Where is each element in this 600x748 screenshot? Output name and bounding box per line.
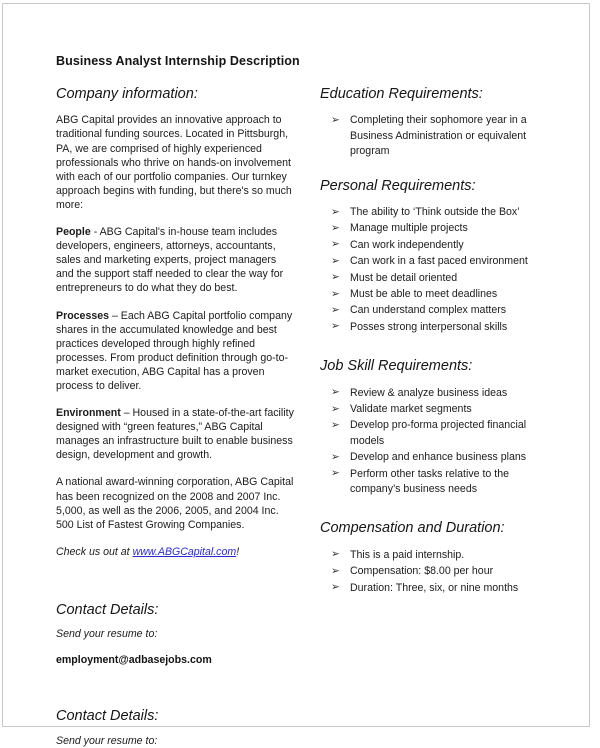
section-heading-compensation-and-duration: Compensation and Duration:: [320, 520, 505, 537]
arrow-bullet-icon: ➢: [331, 386, 340, 399]
list-item: [320, 418, 555, 449]
list-item: [320, 320, 555, 335]
list-item: [320, 303, 555, 318]
list-item: [320, 450, 555, 465]
spacer: [56, 572, 296, 602]
list-item: [320, 467, 555, 498]
spacer: [56, 696, 296, 708]
list-item: [320, 205, 555, 220]
paragraph-check-us-out: [56, 545, 296, 559]
arrow-bullet-icon: ➢: [331, 271, 340, 284]
list-item-label: Must be able to meet deadlines: [350, 288, 498, 301]
spacer: [320, 336, 555, 358]
list-item-label: Can work in a fast paced environment: [350, 255, 528, 268]
paragraph-people-label: People: [56, 226, 91, 239]
paragraph-processes-label: Processes: [56, 309, 110, 322]
list-item: [320, 238, 555, 253]
spacer: [320, 161, 555, 178]
arrow-bullet-icon: ➢: [331, 418, 340, 431]
list-item-label: Can work independently: [350, 238, 464, 251]
list-item: [320, 271, 555, 286]
list-item-label: Develop and enhance business plans: [350, 451, 527, 464]
send-resume-text-2: Send your resume to:: [56, 734, 158, 747]
arrow-bullet-icon: ➢: [331, 221, 340, 234]
list-item: [320, 113, 555, 159]
paragraph-people-text: - ABG Capital's in-house team includes developers, engineers, attorneys, accountants, sales and marketing experts, project managers and the support staff needed to clear the way for entrepreneurs to do what they do best.: [56, 226, 284, 295]
section-heading-education-requirements: Education Requirements:: [320, 86, 483, 102]
spacer: [320, 498, 555, 520]
list-item-label: Completing their sophomore year in a Business Administration or equivalent program: [350, 114, 527, 158]
check-us-out-suffix: !: [236, 545, 240, 558]
list-item: [320, 287, 555, 302]
arrow-bullet-icon: ➢: [331, 564, 340, 577]
arrow-bullet-icon: ➢: [331, 238, 340, 251]
page-title: Business Analyst Internship Description: [56, 54, 300, 68]
list-item-label: Validate market segments: [350, 403, 472, 416]
list-item-label: Review & analyze business ideas: [350, 386, 508, 399]
list-item: [320, 564, 555, 579]
list-item-label: Perform other tasks relative to the company’s business needs: [350, 467, 509, 496]
list-item-label: Develop pro-forma projected financial models: [350, 419, 527, 447]
list-item-label: The ability to ‘Think outside the Box’: [350, 206, 520, 218]
list-item: [320, 548, 555, 563]
paragraph-processes: [56, 309, 296, 394]
section-heading-contact-details-2: Contact Details:: [56, 708, 159, 725]
left-column: [56, 86, 296, 748]
arrow-bullet-icon: ➢: [331, 113, 340, 126]
send-resume-text-1: Send your resume to:: [56, 628, 158, 641]
list-item-label: Compensation: $8.00 per hour: [350, 565, 494, 578]
arrow-bullet-icon: ➢: [331, 303, 340, 316]
right-column: [320, 86, 555, 597]
compensation-list: [320, 548, 555, 596]
paragraph-people: [56, 225, 296, 295]
arrow-bullet-icon: ➢: [331, 450, 340, 463]
list-item: [320, 221, 555, 236]
list-item-label: Posses strong interpersonal skills: [350, 320, 508, 333]
arrow-bullet-icon: ➢: [331, 320, 340, 333]
arrow-bullet-icon: ➢: [331, 205, 340, 218]
section-heading-company-information: Company information:: [56, 86, 198, 102]
arrow-bullet-icon: ➢: [331, 402, 340, 415]
spacer: [56, 666, 296, 696]
list-item: [320, 254, 555, 269]
paragraph-processes-text: – Each ABG Capital portfolio company shares in the accumulated knowledge and best practices developed through highly refined processes. From product definition through go-to-market execution, ABG Capital has a proven process to deliver.: [56, 309, 293, 392]
section-heading-job-skill-requirements: Job Skill Requirements:: [320, 358, 473, 375]
list-item-label: Can understand complex matters: [350, 304, 507, 317]
list-item: [320, 402, 555, 417]
abgcapital-website-link[interactable]: www.ABGCapital.com: [132, 545, 237, 558]
paragraph-environment-label: Environment: [56, 407, 121, 420]
job-skill-requirements-list: [320, 386, 555, 498]
list-item: [320, 581, 555, 596]
personal-requirements-list: [320, 205, 555, 335]
arrow-bullet-icon: ➢: [331, 287, 340, 300]
list-item: [320, 386, 555, 401]
arrow-bullet-icon: ➢: [331, 254, 340, 267]
list-item-label: Duration: Three, six, or nine months: [350, 581, 519, 594]
paragraph-awards: A national award-winning corporation, ABG Capital has been recognized on the 2008 and 2007 Inc. 5,000, as well as the 2006, 2005, and 2004 Inc. 500 List of Fastest Growing Companies.: [56, 476, 294, 531]
arrow-bullet-icon: ➢: [331, 548, 340, 561]
arrow-bullet-icon: ➢: [331, 467, 340, 480]
paragraph-environment-text: – Housed in a state-of-the-art facility designed with “green features,” ABG Capital manages an infrastructure built to enable business design, development and growth.: [56, 407, 294, 462]
contact-email-address[interactable]: employment@adbasejobs.com: [56, 654, 212, 667]
check-us-out-prefix: Check us out at: [56, 545, 133, 558]
paragraph-environment: [56, 406, 296, 462]
list-item-label: Must be detail oriented: [350, 271, 458, 284]
section-heading-personal-requirements: Personal Requirements:: [320, 177, 476, 194]
education-requirements-list: [320, 113, 555, 159]
list-item-label: Manage multiple projects: [350, 222, 468, 235]
arrow-bullet-icon: ➢: [331, 581, 340, 594]
list-item-label: This is a paid internship.: [350, 548, 465, 561]
section-heading-contact-details-1: Contact Details:: [56, 601, 159, 618]
paragraph-intro: ABG Capital provides an innovative approach to traditional funding sources. Located in Pittsburgh, PA, we are comprised of highly experienced professionals who thrive on hands-on involvement with each of our portfolio companies. Our turnkey approach begins with funding, but there's so much more:: [56, 114, 292, 211]
